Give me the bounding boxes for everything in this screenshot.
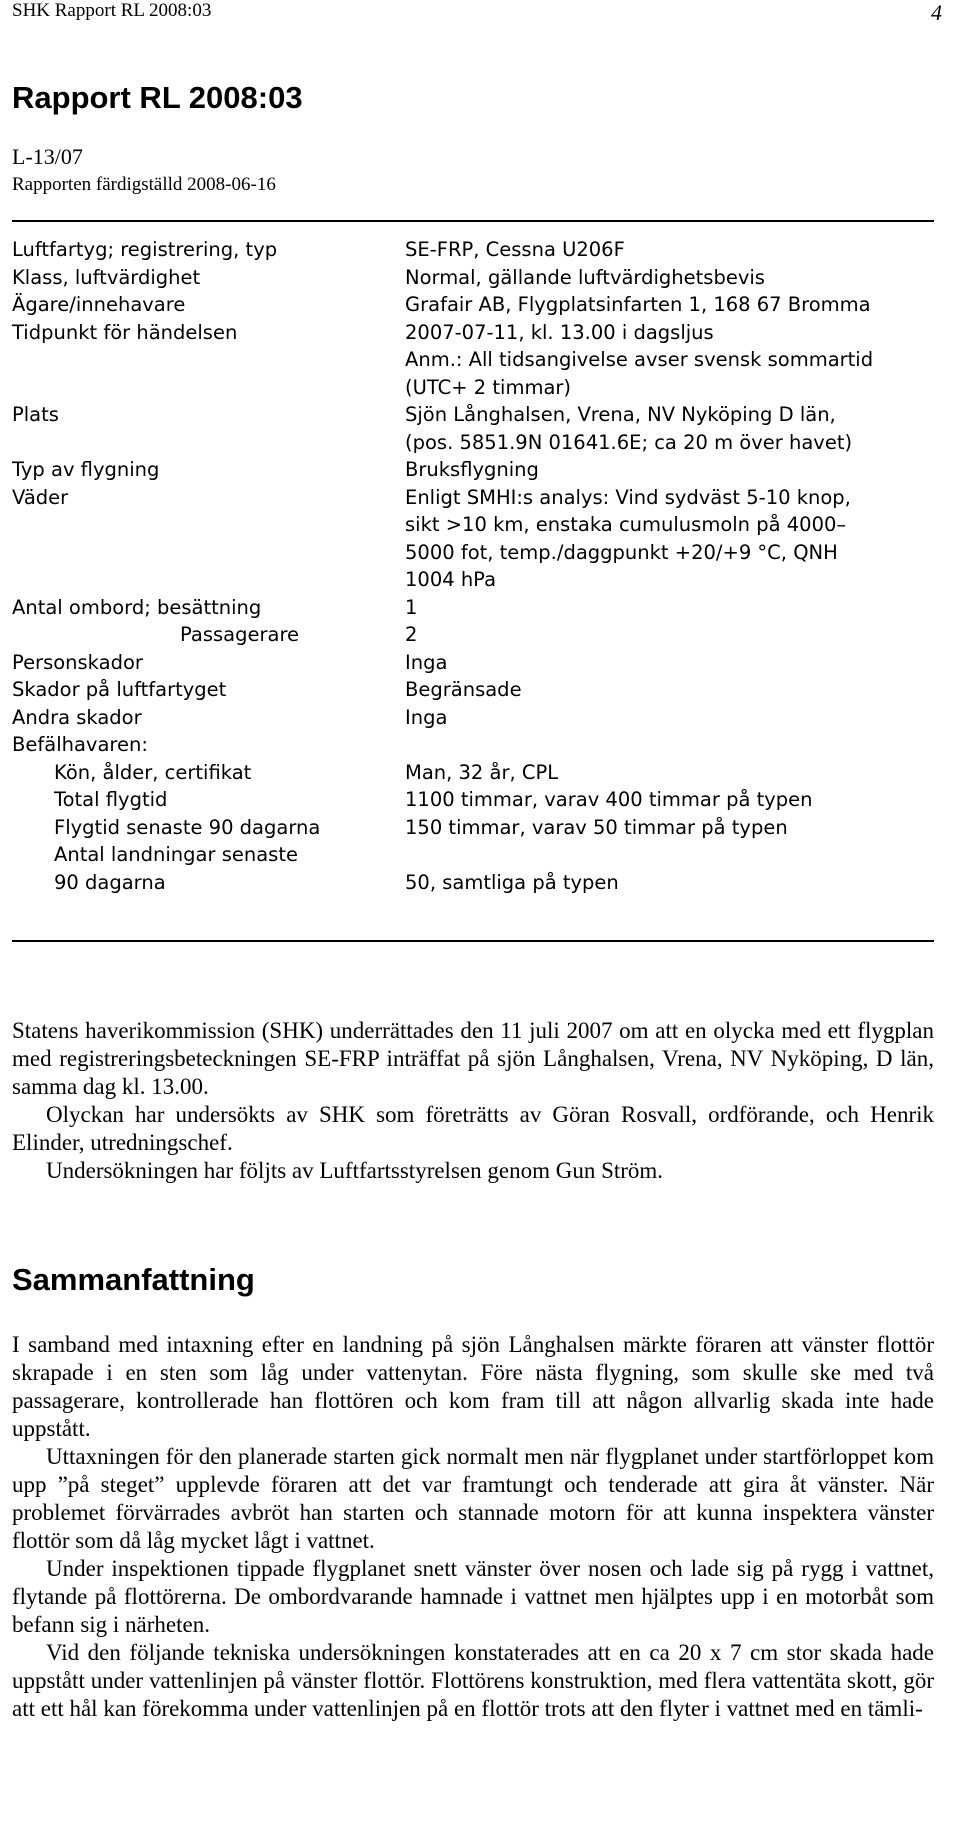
fact-label: Total flygtid xyxy=(54,788,168,811)
fact-row xyxy=(12,484,934,512)
fact-row xyxy=(12,759,934,787)
fact-value xyxy=(405,841,934,869)
fact-value: sikt >10 km, enstaka cumulusmoln på 4000– xyxy=(405,513,847,536)
fact-row xyxy=(12,401,934,429)
fact-value: 150 timmar, varav 50 timmar på typen xyxy=(405,815,788,839)
fact-value: Bruksflygning xyxy=(405,458,539,481)
paragraph: Uttaxningen för den planerade starten gick normalt men när flygplanet under startförloppet kom upp ”på steget” upplevde föraren att det var framtungt och tenderade att gira åt vänster. När problemet förvärrades avbröt han starten och stannade motorn för att kunna inspektera vänster flottör som då låg mycket lågt i vattnet. xyxy=(12,1444,934,1553)
running-header: SHK Rapport RL 2008:03 xyxy=(12,0,212,21)
fact-label xyxy=(12,346,405,374)
fact-row xyxy=(12,566,934,594)
fact-row xyxy=(12,704,934,732)
report-title: Rapport RL 2008:03 xyxy=(12,80,303,115)
fact-row xyxy=(12,429,934,457)
fact-label: 90 dagarna xyxy=(54,870,166,894)
fact-row xyxy=(12,456,934,484)
fact-label: Klass, luftvärdighet xyxy=(12,265,201,289)
fact-value: Anm.: All tidsangivelse avser svensk sommartid xyxy=(405,348,874,371)
fact-value: SE-FRP, Cessna U206F xyxy=(405,238,625,261)
summary-text xyxy=(12,1331,934,1723)
fact-value: Enligt SMHI:s analys: Vind sydväst 5-10 knop, xyxy=(405,485,851,509)
fact-value: 1004 hPa xyxy=(405,568,497,591)
fact-value: Normal, gällande luftvärdighetsbevis xyxy=(405,265,765,289)
intro-text xyxy=(12,1017,934,1185)
fact-row xyxy=(12,539,934,567)
fact-value: Begränsade xyxy=(405,678,522,701)
fact-label: Kön, ålder, certifikat xyxy=(54,760,252,784)
fact-row xyxy=(12,649,934,677)
fact-label: Antal landningar senaste xyxy=(54,843,298,866)
fact-row xyxy=(12,319,934,347)
fact-row xyxy=(12,841,934,869)
bottom-divider xyxy=(12,940,934,942)
fact-value: Inga xyxy=(405,650,448,674)
fact-label: Luftfartyg; registrering, typ xyxy=(12,238,278,261)
paragraph: I samband med intaxning efter en landning på sjön Långhalsen märkte föraren att vänster flottör skrapade i en sten som låg under vattenytan. Före nästa flygning, som skulle ske med två passagerare, kontrollerade han flottören och kom fram till att någon allvarlig skada inte hade uppstått. xyxy=(12,1332,934,1441)
fact-label xyxy=(12,539,405,567)
fact-label: Typ av flygning xyxy=(12,458,160,481)
fact-value xyxy=(405,731,934,759)
fact-value: 1100 timmar, varav 400 timmar på typen xyxy=(405,788,813,811)
fact-label: Andra skador xyxy=(12,705,142,729)
fact-label: Personskador xyxy=(12,650,143,674)
summary-heading: Sammanfattning xyxy=(12,1262,255,1297)
fact-label: Väder xyxy=(12,485,69,509)
page-number: 4 xyxy=(931,0,942,25)
fact-value: 2007-07-11, kl. 13.00 i dagsljus xyxy=(405,320,714,344)
fact-label: Befälhavaren: xyxy=(12,733,148,756)
fact-value: (UTC+ 2 timmar) xyxy=(405,375,572,399)
fact-row xyxy=(12,731,934,759)
completion-date: Rapporten färdigställd 2008-06-16 xyxy=(12,174,276,195)
fact-row xyxy=(12,814,934,842)
paragraph: Statens haverikommission (SHK) underrättades den 11 juli 2007 om att en olycka med ett flygplan med registreringsbeteckningen SE-FRP inträffat på sjön Långhalsen, Vrena, NV Nyköping, D län, samma dag kl. 13.00. xyxy=(12,1018,934,1099)
fact-row xyxy=(12,786,934,814)
fact-value: 1 xyxy=(405,595,418,619)
fact-row xyxy=(12,264,934,292)
fact-label xyxy=(12,566,405,594)
fact-value: Sjön Långhalsen, Vrena, NV Nyköping D län, xyxy=(405,403,836,426)
fact-label xyxy=(12,511,405,539)
fact-label: Passagerare xyxy=(180,623,300,646)
paragraph: Undersökningen har följts av Luftfartsstyrelsen genom Gun Ström. xyxy=(46,1158,664,1183)
paragraph: Vid den följande tekniska undersökningen konstaterades att en ca 20 x 7 cm stor skada hade uppstått under vattenlinjen på vänster flottör. Flottörens konstruktion, med flera vattentäta skott, gör att ett hål kan förekomma under vattenlinjen på en flottör trots att den flyter i vattnet med en tämli- xyxy=(12,1640,934,1721)
fact-row xyxy=(12,374,934,402)
paragraph: Olyckan har undersökts av SHK som företrätts av Göran Rosvall, ordförande, och Henrik Elinder, utredningschef. xyxy=(12,1102,934,1155)
fact-value: 5000 fot, temp./daggpunkt +20/+9 °C, QNH xyxy=(405,540,838,564)
fact-value: Inga xyxy=(405,705,448,729)
fact-label: Skador på luftfartyget xyxy=(12,678,227,701)
fact-value: Grafair AB, Flygplatsinfarten 1, 168 67 Bromma xyxy=(405,293,871,316)
fact-label xyxy=(12,374,405,402)
paragraph: Under inspektionen tippade flygplanet snett vänster över nosen och lade sig på rygg i vattnet, flytande på flottörerna. De ombordvarande hamnade i vattnet men hjälptes upp i en motorbåt som befann sig i närheten. xyxy=(12,1556,934,1637)
report-id: L-13/07 xyxy=(12,144,83,169)
fact-row xyxy=(12,291,934,319)
fact-label: Flygtid senaste 90 dagarna xyxy=(54,815,321,839)
fact-row xyxy=(12,346,934,374)
fact-value: 50, samtliga på typen xyxy=(405,870,619,894)
facts-table xyxy=(12,236,934,896)
fact-row xyxy=(12,511,934,539)
top-divider xyxy=(12,220,934,222)
fact-value: (pos. 5851.9N 01641.6E; ca 20 m över havet) xyxy=(405,430,853,454)
fact-label: Ägare/innehavare xyxy=(12,293,186,316)
fact-value: Man, 32 år, CPL xyxy=(405,760,559,784)
fact-row xyxy=(12,621,934,649)
fact-row xyxy=(12,236,934,264)
fact-row xyxy=(12,594,934,622)
fact-label xyxy=(12,429,405,457)
fact-value: 2 xyxy=(405,623,418,646)
fact-label: Tidpunkt för händelsen xyxy=(12,320,238,344)
fact-row xyxy=(12,869,934,897)
fact-label: Antal ombord; besättning xyxy=(12,595,262,619)
fact-row xyxy=(12,676,934,704)
fact-label: Plats xyxy=(12,403,59,426)
